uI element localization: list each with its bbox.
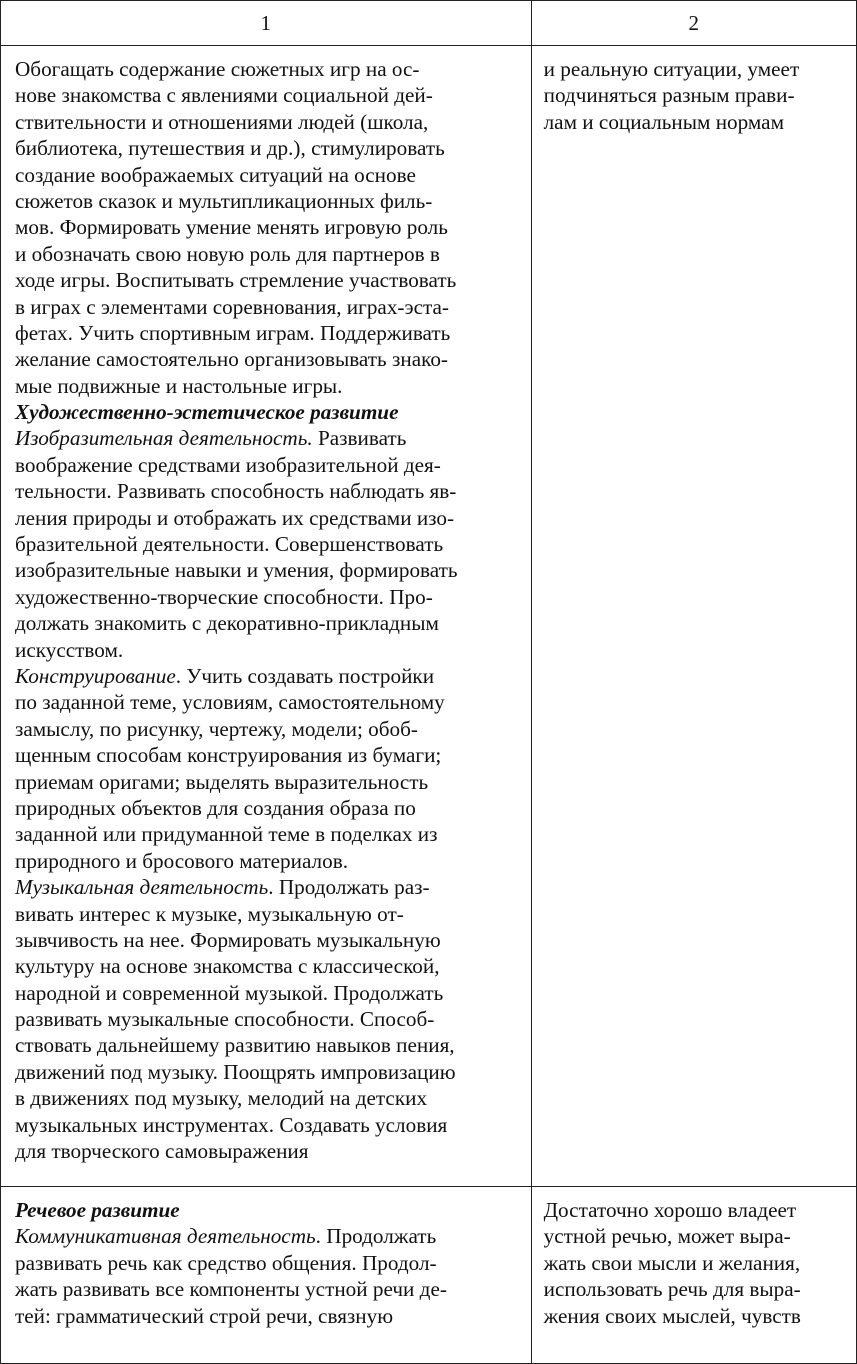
text-line: и обозначать свою новую роль для партнеров в bbox=[15, 241, 440, 266]
text-line: жать свои мысли и желания, bbox=[543, 1250, 801, 1275]
text-line: Обогащать содержание сюжетных игр на ос- bbox=[15, 57, 420, 81]
content-cell bbox=[1, 1187, 532, 1364]
text-line: лам и социальным нормам bbox=[543, 109, 784, 134]
table-row bbox=[1, 46, 857, 1187]
text-line bbox=[15, 874, 521, 900]
text-line: заданной или придуманной теме в поделках из bbox=[15, 822, 438, 847]
text-run: . Продолжать раз- bbox=[268, 875, 430, 900]
outcome-cell bbox=[531, 46, 856, 1187]
text-line: жения своих мыслей, чувств bbox=[543, 1303, 801, 1328]
text-line: желание самостоятельно организовывать знако- bbox=[15, 347, 448, 372]
text-line: фетах. Учить спортивным играм. Поддерживать bbox=[15, 320, 451, 345]
text-line: развивать музыкальные способности. Способ- bbox=[15, 1007, 435, 1032]
text-line: использовать речь для выра- bbox=[543, 1277, 801, 1302]
text-line: народной и современной музыкой. Продолжать bbox=[15, 980, 444, 1005]
text-line: воображение средствами изобразительной дея- bbox=[15, 452, 441, 477]
text-line: тельности. Развивать способность наблюдать яв- bbox=[15, 479, 457, 504]
text-line: ления природы и отображать их средствами изо- bbox=[15, 505, 455, 530]
text-line: тей: грамматический строй речи, связную bbox=[15, 1303, 394, 1328]
text-line: и реальную ситуации, умеет bbox=[543, 57, 800, 81]
text-line: замыслу, по рисунку, чертежу, модели; обоб- bbox=[15, 716, 418, 741]
text-line: сюжетов сказок и мультипликационных филь- bbox=[15, 188, 433, 213]
section-heading-speech: Речевое развитие bbox=[15, 1198, 180, 1222]
text-run: Развивать bbox=[312, 426, 407, 451]
text-line: приемам оригами; выделять выразительность bbox=[15, 769, 429, 794]
column-header-1: 1 bbox=[1, 1, 532, 46]
table-row bbox=[1, 1187, 857, 1364]
text-line: ствовать дальнейшему развитию навыков пения, bbox=[15, 1033, 455, 1058]
text-line bbox=[15, 663, 521, 689]
text-line: зывчивость на нее. Формировать музыкальную bbox=[15, 927, 441, 952]
outcome-cell bbox=[531, 1187, 856, 1364]
text-line: создание воображаемых ситуаций на основе bbox=[15, 162, 416, 187]
text-line: вивать интерес к музыке, музыкальную от- bbox=[15, 901, 404, 926]
text-line: нове знакомства с явлениями социальной дей- bbox=[15, 83, 433, 108]
text-line bbox=[15, 425, 521, 451]
text-line: движений под музыку. Поощрять импровизацию bbox=[15, 1059, 456, 1084]
content-cell bbox=[1, 46, 532, 1187]
text-line: художественно-творческие способности. Про- bbox=[15, 584, 433, 609]
text-line: для творческого самовыражения bbox=[15, 1139, 309, 1164]
text-line: в играх с элементами соревнования, играх-эста- bbox=[15, 294, 449, 319]
text-line: бразительной деятельности. Совершенствовать bbox=[15, 532, 444, 557]
subsection-title-music: Музыкальная деятельность bbox=[15, 875, 269, 900]
text-line: мов. Формировать умение менять игровую роль bbox=[15, 215, 448, 240]
text-line: по заданной теме, условиям, самостоятельному bbox=[15, 690, 445, 715]
text-line: музыкальных инструментах. Создавать условия bbox=[15, 1112, 448, 1137]
text-line: природного и бросового материалов. bbox=[15, 848, 349, 873]
text-line: библиотека, путешествия и др.), стимулировать bbox=[15, 136, 445, 161]
text-line: должать знакомить с декоративно-прикладным bbox=[15, 611, 439, 636]
text-line: жать развивать все компоненты устной речи де- bbox=[15, 1277, 447, 1302]
text-line: природных объектов для создания образа по bbox=[15, 795, 416, 820]
header-row bbox=[1, 1, 857, 46]
section-heading-art: Художественно-эстетическое развитие bbox=[15, 400, 399, 425]
text-line: Достаточно хорошо владеет bbox=[543, 1198, 797, 1222]
text-line: развивать речь как средство общения. Продол- bbox=[15, 1250, 437, 1275]
text-line: в движениях под музыку, мелодий на детских bbox=[15, 1086, 428, 1111]
text-line: подчиняться разным прави- bbox=[543, 83, 795, 108]
text-line: устной речью, может выра- bbox=[543, 1224, 791, 1249]
column-header-2: 2 bbox=[531, 1, 856, 46]
text-run: . Учить создавать постройки bbox=[175, 663, 435, 688]
subsection-title-communication: Коммуникативная деятельность bbox=[15, 1224, 316, 1249]
subsection-title-visual-arts: Изобразительная деятельность. bbox=[15, 426, 313, 451]
text-line bbox=[15, 1223, 521, 1249]
text-run: . Продолжать bbox=[315, 1224, 437, 1249]
text-line: ходе игры. Воспитывать стремление участвовать bbox=[15, 268, 457, 293]
text-line: ствительности и отношениями людей (школа, bbox=[15, 109, 429, 134]
text-line: искусством. bbox=[15, 637, 124, 662]
text-line: изобразительные навыки и умения, формировать bbox=[15, 558, 458, 583]
text-line: культуру на основе знакомства с классической, bbox=[15, 954, 440, 979]
text-line: щенным способам конструирования из бумаги; bbox=[15, 743, 442, 768]
text-line: мые подвижные и настольные игры. bbox=[15, 373, 343, 398]
subsection-title-construction: Конструирование bbox=[15, 663, 176, 688]
